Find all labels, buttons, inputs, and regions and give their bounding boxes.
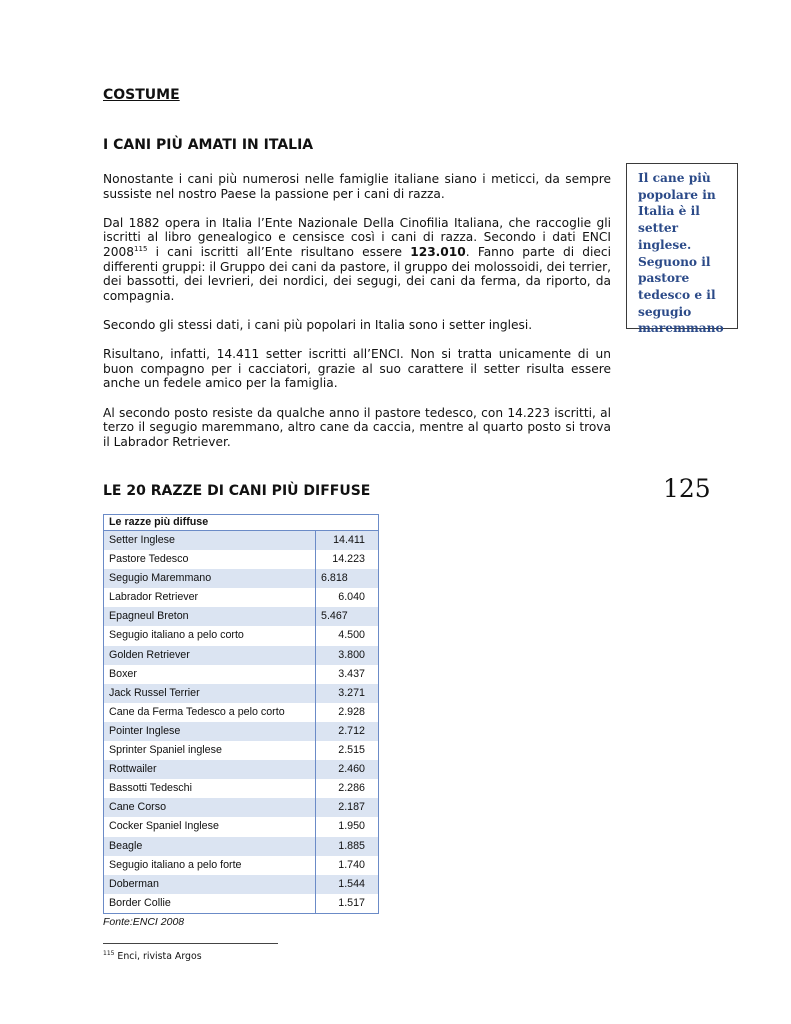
breed-count-cell: 2.515 [338, 744, 365, 757]
table-row [104, 588, 378, 607]
breed-name-cell: Pastore Tedesco [104, 550, 316, 569]
breed-name-cell: Jack Russel Terrier [104, 684, 316, 703]
breed-count-cell: 14.411 [333, 534, 365, 546]
sidebar-note: Il cane più popolare in Italia è il setter inglese. Seguono il pastore tedesco e il segugio maremmano [626, 163, 738, 329]
breed-name-cell: Setter Inglese [104, 531, 316, 550]
table-row [104, 817, 378, 836]
breed-name-cell: Pointer Inglese [104, 722, 316, 741]
breed-count-cell: 4.500 [338, 629, 365, 642]
table-row [104, 798, 378, 817]
paragraph-intro: Nonostante i cani più numerosi nelle famiglie italiane siano i meticci, da sempre sussiste nel nostro Paese la passione per i cani di razza. [103, 172, 611, 201]
breed-name-cell: Labrador Retriever [104, 588, 316, 607]
article-body [103, 172, 611, 464]
breed-count-cell: 2.712 [338, 724, 365, 737]
breed-name-cell: Segugio Maremmano [104, 569, 316, 588]
table-heading: LE 20 RAZZE DI CANI PIÙ DIFFUSE [103, 483, 371, 499]
table-row [104, 722, 378, 741]
paragraph-popular: Secondo gli stessi dati, i cani più popolari in Italia sono i setter inglesi. [103, 317, 533, 332]
footnote [103, 951, 202, 962]
table-row [104, 531, 378, 550]
table-row [104, 684, 378, 703]
breed-name-cell: Boxer [104, 665, 316, 684]
breed-name-cell: Golden Retriever [104, 646, 316, 665]
breed-count-cell: 3.800 [338, 648, 365, 661]
table-row [104, 607, 378, 626]
table-caption: Le razze più diffuse [104, 515, 378, 531]
page-title: I CANI PIÙ AMATI IN ITALIA [103, 137, 314, 153]
breed-count-cell: 1.950 [338, 820, 365, 833]
table-row [104, 894, 378, 913]
table-source: Fonte:ENCI 2008 [103, 916, 185, 928]
table-row [104, 741, 378, 760]
table-row [104, 703, 378, 722]
table-row [104, 856, 378, 875]
footnote-number: 115 [103, 949, 115, 957]
footnote-divider [103, 943, 278, 944]
table-body [104, 531, 378, 913]
breed-name-cell: Bassotti Tedeschi [104, 779, 316, 798]
breed-count-cell: 2.460 [338, 763, 365, 776]
paragraph-ranking: Al secondo posto resiste da qualche anno il pastore tedesco, con 14.223 iscritti, al terzo il segugio maremmano, altro cane da caccia, mentre al quarto posto si trova il Labrador Retriever. [103, 405, 611, 449]
paragraph-enci-text: Dal 1882 opera in Italia l’Ente Nazionale Della Cinofilia Italiana, che raccoglie gli iscritti al libro genealogico e censisce così i cani di razza. Secondo i dati ENCI 2008 [103, 215, 611, 259]
table-row [104, 569, 378, 588]
table-row [104, 646, 378, 665]
breed-name-cell: Rottwailer [104, 760, 316, 779]
breed-count-cell: 1.544 [338, 877, 365, 890]
breed-count-cell: 6.818 [321, 572, 348, 585]
breeds-table [103, 514, 379, 914]
breed-name-cell: Sprinter Spaniel inglese [104, 741, 316, 760]
breed-count-cell: 1.885 [338, 839, 365, 852]
breed-count-cell: 2.928 [338, 705, 365, 718]
breed-count-cell: 3.437 [338, 667, 365, 680]
breed-name-cell: Cane da Ferma Tedesco a pelo corto [104, 703, 316, 722]
table-row [104, 760, 378, 779]
footnote-reference[interactable]: 115 [134, 244, 148, 253]
table-row [104, 665, 378, 684]
breed-name-cell: Epagneul Breton [104, 607, 316, 626]
table-row [104, 626, 378, 645]
section-label: COSTUME [103, 87, 180, 103]
breed-count-cell: 5.467 [321, 610, 348, 623]
breed-name-cell: Cane Corso [104, 798, 316, 817]
breed-name-cell: Cocker Spaniel Inglese [104, 817, 316, 836]
breed-name-cell: Beagle [104, 837, 316, 856]
breed-name-cell: Segugio italiano a pelo corto [104, 626, 316, 645]
table-row [104, 779, 378, 798]
table-row [104, 550, 378, 569]
paragraph-enci-text-end: . Fanno parte di dieci differenti gruppi: il Gruppo dei cani da pastore, il gruppo dei molossoidi, dei terrier, dei bassotti, dei levrieri, dei nordici, dei segugi, dei cani da ferma, da riporto, da compagnia. [103, 244, 611, 303]
breed-count-cell: 2.187 [338, 801, 365, 814]
breed-count-cell: 3.271 [338, 686, 365, 699]
footnote-text: Enci, rivista Argos [114, 951, 202, 962]
table-row [104, 837, 378, 856]
total-registered-dogs: 123.010 [410, 244, 466, 259]
breed-name-cell: Segugio italiano a pelo forte [104, 856, 316, 875]
page-number: 125 [663, 474, 711, 503]
breed-count-cell: 2.286 [338, 782, 365, 795]
paragraph-enci-text-mid: i cani iscritti all’Ente risultano essere [147, 244, 411, 259]
breed-count-cell: 6.040 [338, 591, 365, 604]
table-row [104, 875, 378, 894]
breed-count-cell: 14.223 [332, 553, 365, 566]
breed-count-cell: 1.517 [338, 896, 365, 909]
breed-name-cell: Doberman [104, 875, 316, 894]
paragraph-enci [103, 216, 611, 304]
breed-name-cell: Border Collie [104, 894, 316, 913]
paragraph-setter: Risultano, infatti, 14.411 setter iscritti all’ENCI. Non si tratta unicamente di un buon compagno per i cacciatori, grazie al suo carattere il setter risulta essere anche un fedele amico per la famiglia. [103, 347, 611, 391]
breed-count-cell: 1.740 [338, 858, 365, 871]
